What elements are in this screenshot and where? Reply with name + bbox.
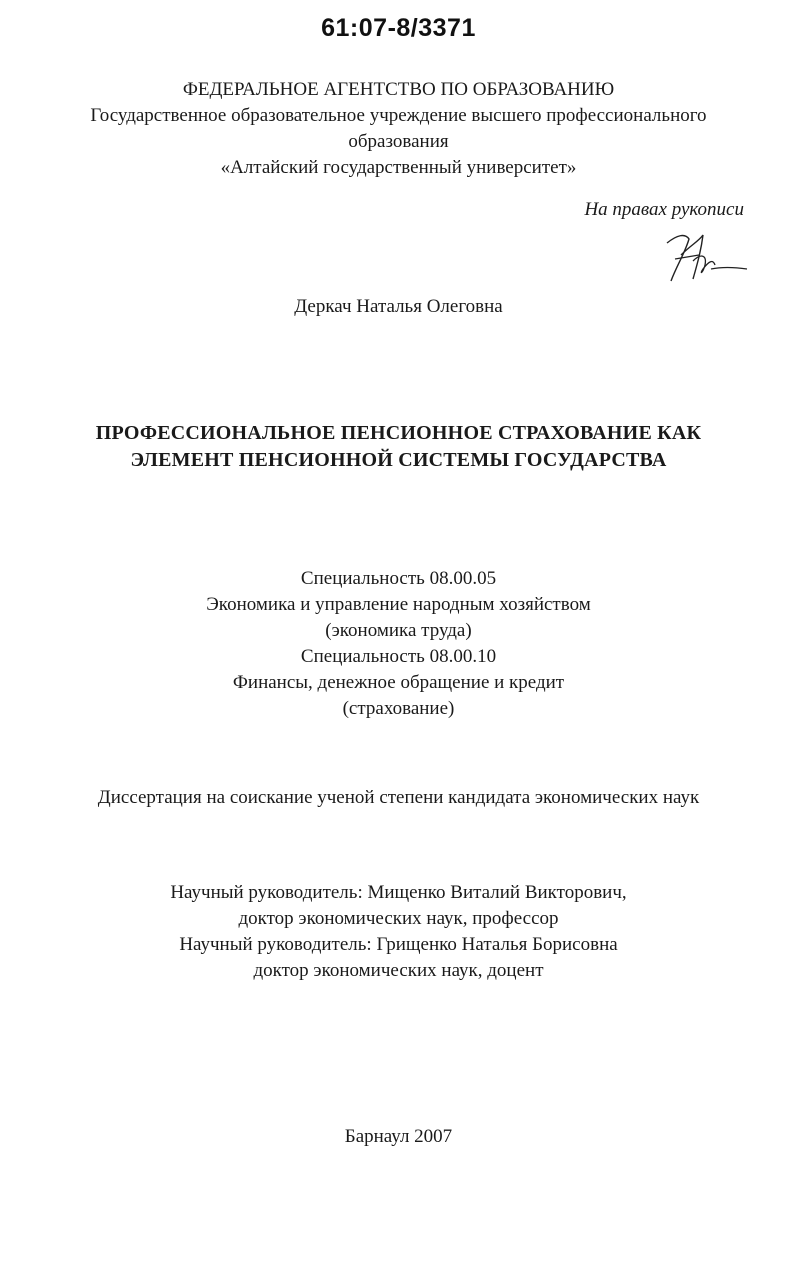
- advisor-1: Научный руководитель: Мищенко Виталий Викторович,: [170, 882, 627, 903]
- title-line-2: ЭЛЕМЕНТ ПЕНСИОННОЙ СИСТЕМЫ ГОСУДАРСТВА: [130, 449, 667, 471]
- specialty-name-1: Экономика и управление народным хозяйством: [206, 594, 591, 615]
- specialty-branch-2: (страхование): [342, 698, 455, 719]
- institution-line-2: образования: [348, 131, 449, 152]
- specialty-code-2: Специальность 08.00.10: [300, 646, 497, 667]
- university-name: «Алтайский государственный университет»: [220, 157, 577, 178]
- advisor-2: Научный руководитель: Грищенко Наталья Борисовна: [179, 934, 618, 955]
- institution-line-1: Государственное образовательное учреждение высшего профессионального: [90, 105, 707, 126]
- advisor-1-degree: доктор экономических наук, профессор: [238, 908, 559, 929]
- advisor-2-degree: доктор экономических наук, доцент: [253, 960, 544, 981]
- advisors-block: [0, 880, 797, 984]
- signature-icon: [655, 225, 750, 290]
- author-name: Деркач Наталья Олеговна: [294, 296, 503, 317]
- library-code: 61:07-8/3371: [321, 14, 476, 42]
- institution-header: [0, 77, 797, 181]
- dissertation-title: [0, 420, 797, 474]
- specialty-branch-1: (экономика труда): [325, 620, 472, 641]
- manuscript-rights-note: На правах рукописи: [584, 199, 744, 220]
- agency-name: ФЕДЕРАЛЬНОЕ АГЕНТСТВО ПО ОБРАЗОВАНИЮ: [182, 79, 615, 100]
- specialty-name-2: Финансы, денежное обращение и кредит: [232, 672, 565, 693]
- dissertation-degree-statement: Диссертация на соискание ученой степени кандидата экономических наук: [97, 787, 700, 808]
- specialty-block: [0, 566, 797, 722]
- specialty-code-1: Специальность 08.00.05: [300, 568, 497, 589]
- city-year: Барнаул 2007: [344, 1126, 453, 1147]
- title-line-1: ПРОФЕССИОНАЛЬНОЕ ПЕНСИОННОЕ СТРАХОВАНИЕ КАК: [95, 422, 702, 444]
